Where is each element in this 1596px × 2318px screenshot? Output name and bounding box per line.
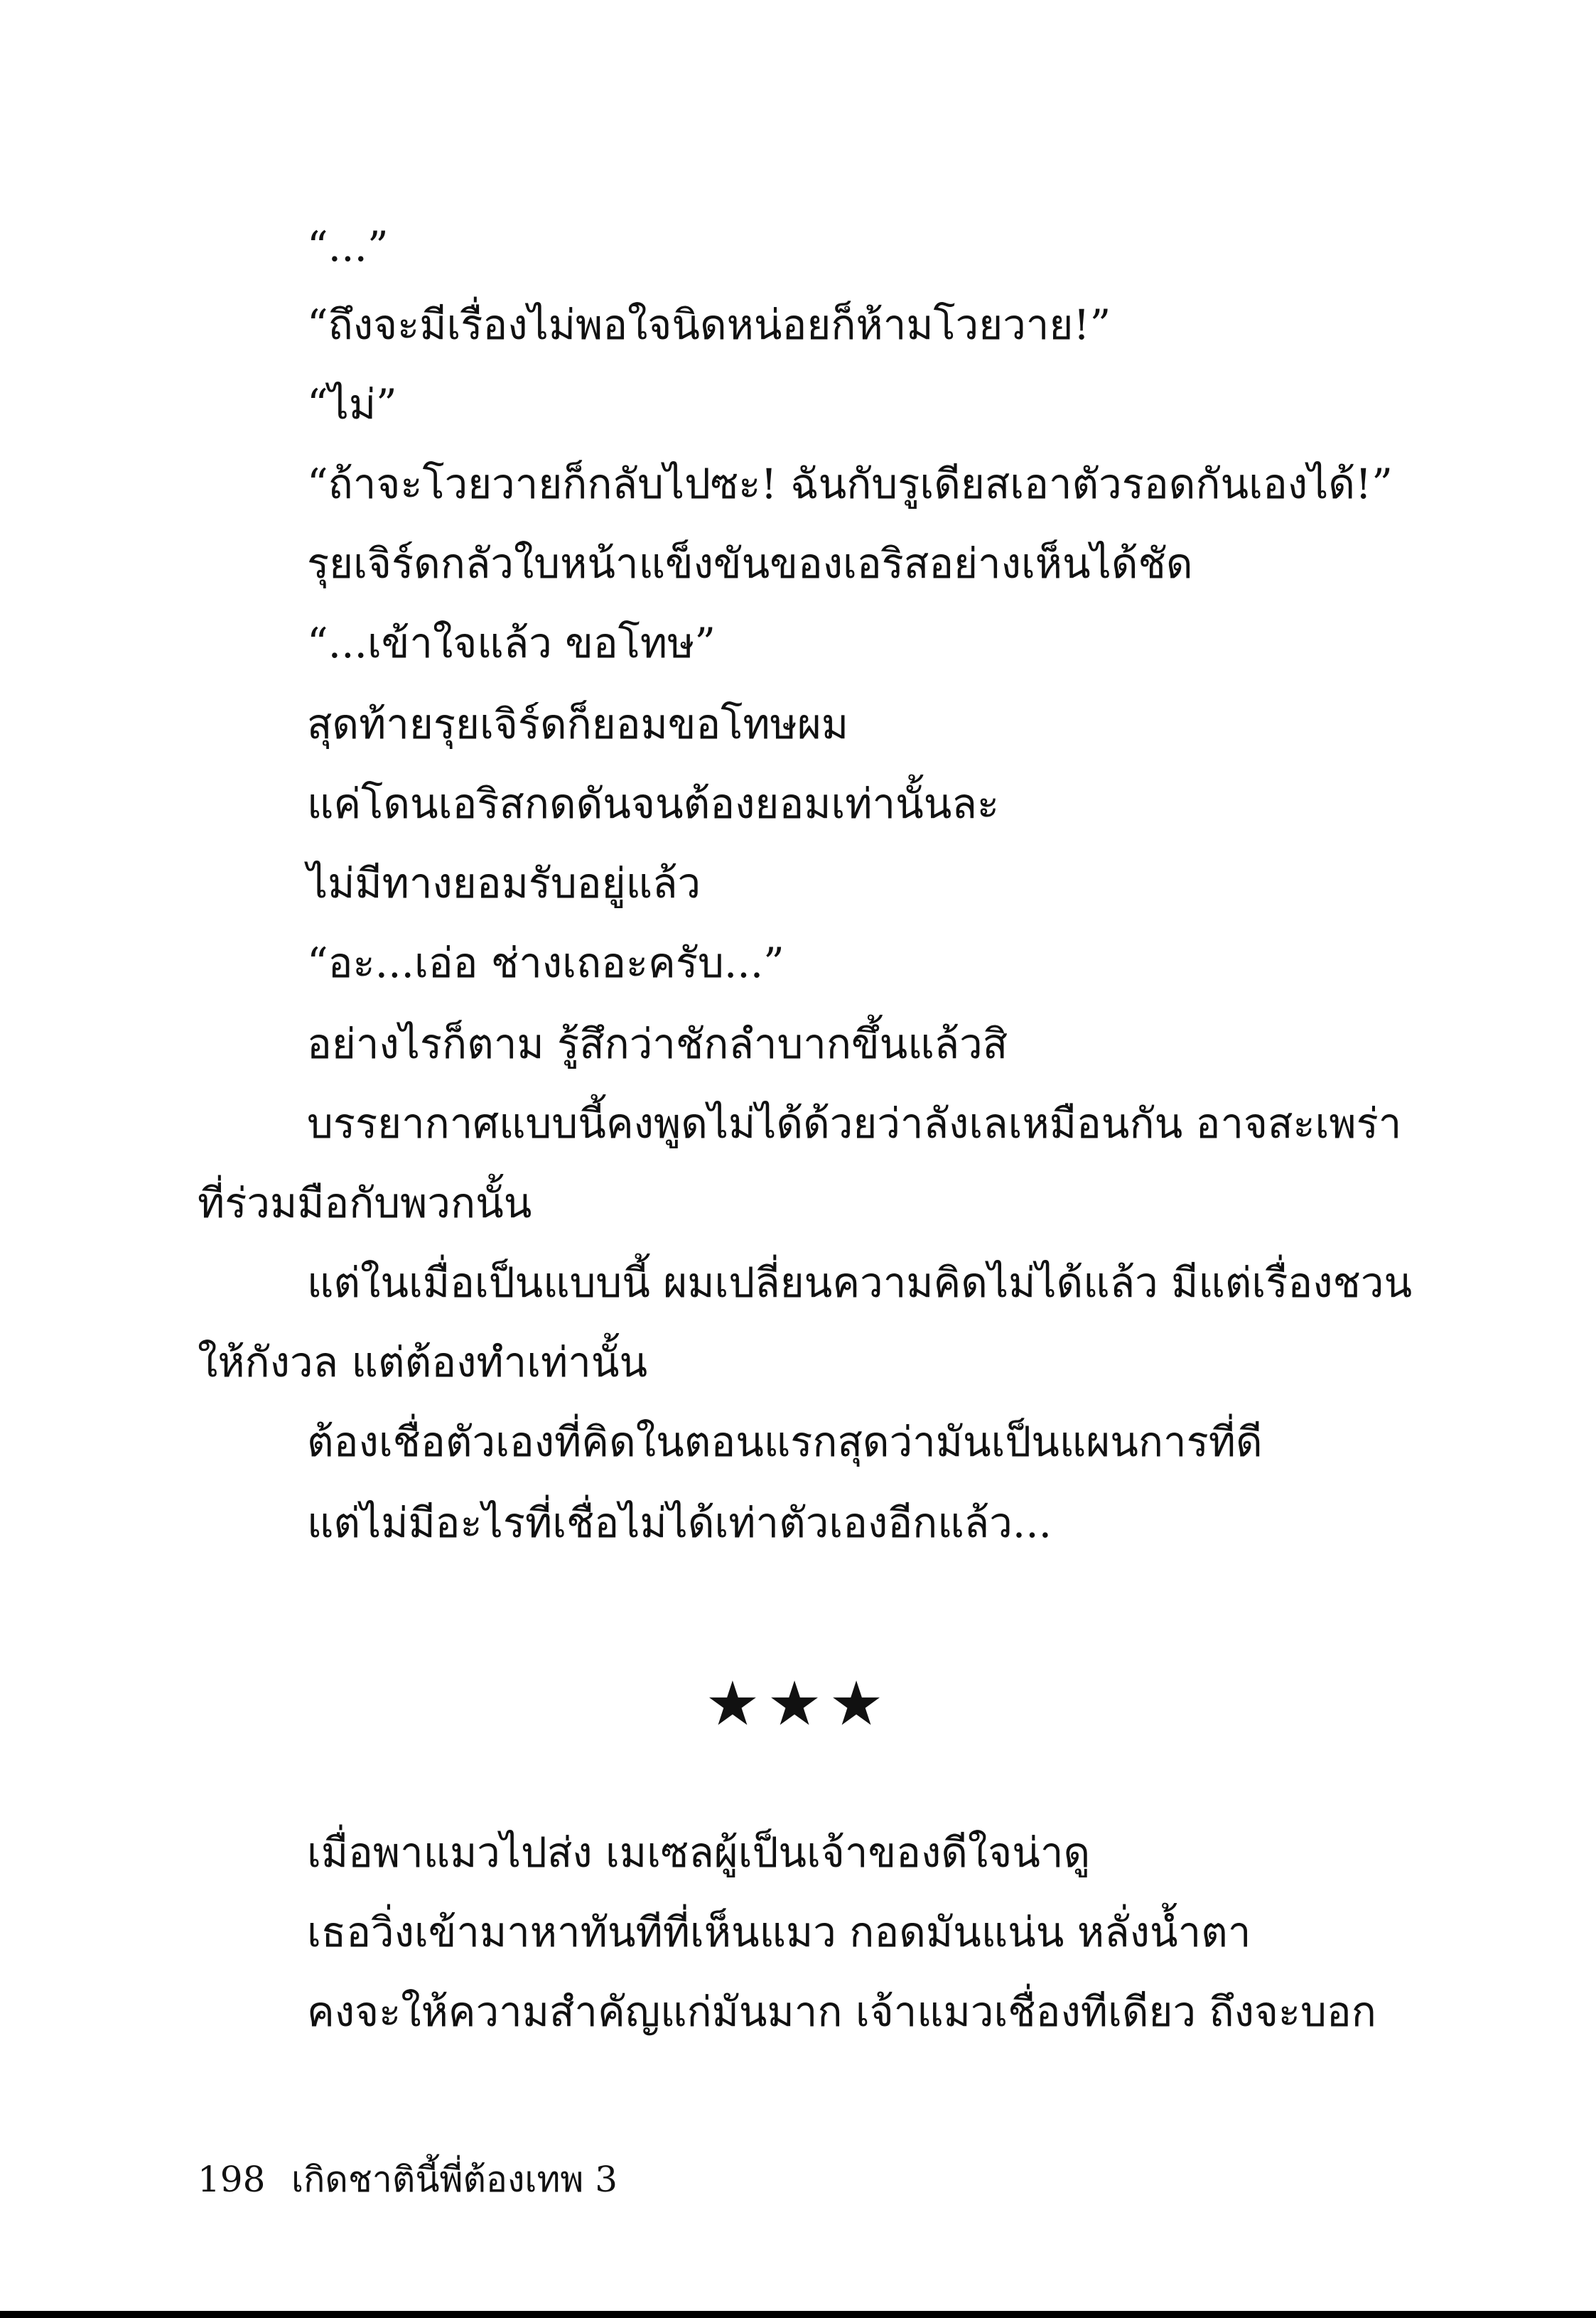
body-line-4: “ถ้าจะโวยวายก็กลับไปซะ! ฉันกับรูเดียสเอาตัวรอดกันเองได้!” [307,460,1393,508]
body-line-15: ให้กังวล แต่ต้องทำเท่านั้น [198,1338,648,1386]
body-line-3: “ไม่” [307,380,397,428]
body-line-1: “...” [307,222,389,271]
body-line-16: ต้องเชื่อตัวเองที่คิดในตอนแรกสุดว่ามันเป็นแผนการที่ดี [307,1418,1263,1466]
body-line-13: ที่ร่วมมือกับพวกนั้น [198,1179,532,1227]
body-line-10: “อะ...เอ่อ ช่างเถอะครับ...” [307,939,784,987]
body-line-2: “ถึงจะมีเรื่องไม่พอใจนิดหน่อยก็ห้ามโวยวาย!” [307,301,1111,349]
after-break-line-1: เมื่อพาแมวไปส่ง เมเซลผู้เป็นเจ้าของดีใจน่าดู [307,1828,1091,1877]
body-line-8: แค่โดนเอริสกดดันจนต้องยอมเท่านั้นละ [307,780,1000,828]
scene-break-stars: ★★★ [705,1669,891,1740]
body-line-9: ไม่มีทางยอมรับอยู่แล้ว [307,859,701,907]
bottom-edge-rule [0,2311,1596,2318]
body-line-14: แต่ในเมื่อเป็นแบบนี้ ผมเปลี่ยนความคิดไม่ได้แล้ว มีแต่เรื่องชวน [307,1258,1413,1307]
body-line-7: สุดท้ายรุยเจิร์ดก็ยอมขอโทษผม [307,700,849,748]
body-line-11: อย่างไรก็ตาม รู้สึกว่าชักลำบากขึ้นแล้วสิ [307,1020,1008,1068]
body-line-6: “...เข้าใจแล้ว ขอโทษ” [307,619,716,667]
body-line-17: แต่ไม่มีอะไรที่เชื่อไม่ได้เท่าตัวเองอีกแล้ว... [307,1499,1052,1547]
after-break-line-2: เธอวิ่งเข้ามาหาทันทีที่เห็นแมว กอดมันแน่น หลั่งน้ำตา [307,1908,1251,1956]
running-book-title: เกิดชาตินี้พี่ต้องเทพ 3 [291,2159,618,2200]
body-line-5: รุยเจิร์ดกลัวใบหน้าแข็งขันของเอริสอย่างเห็นได้ชัด [307,539,1193,588]
after-break-line-3: คงจะให้ความสำคัญแก่มันมาก เจ้าแมวเชื่องทีเดียว ถึงจะบอก [307,1988,1376,2036]
page-number: 198 [198,2159,266,2200]
body-line-12: บรรยากาศแบบนี้คงพูดไม่ได้ด้วยว่าลังเลเหมือนกัน อาจสะเพร่า [307,1099,1402,1148]
